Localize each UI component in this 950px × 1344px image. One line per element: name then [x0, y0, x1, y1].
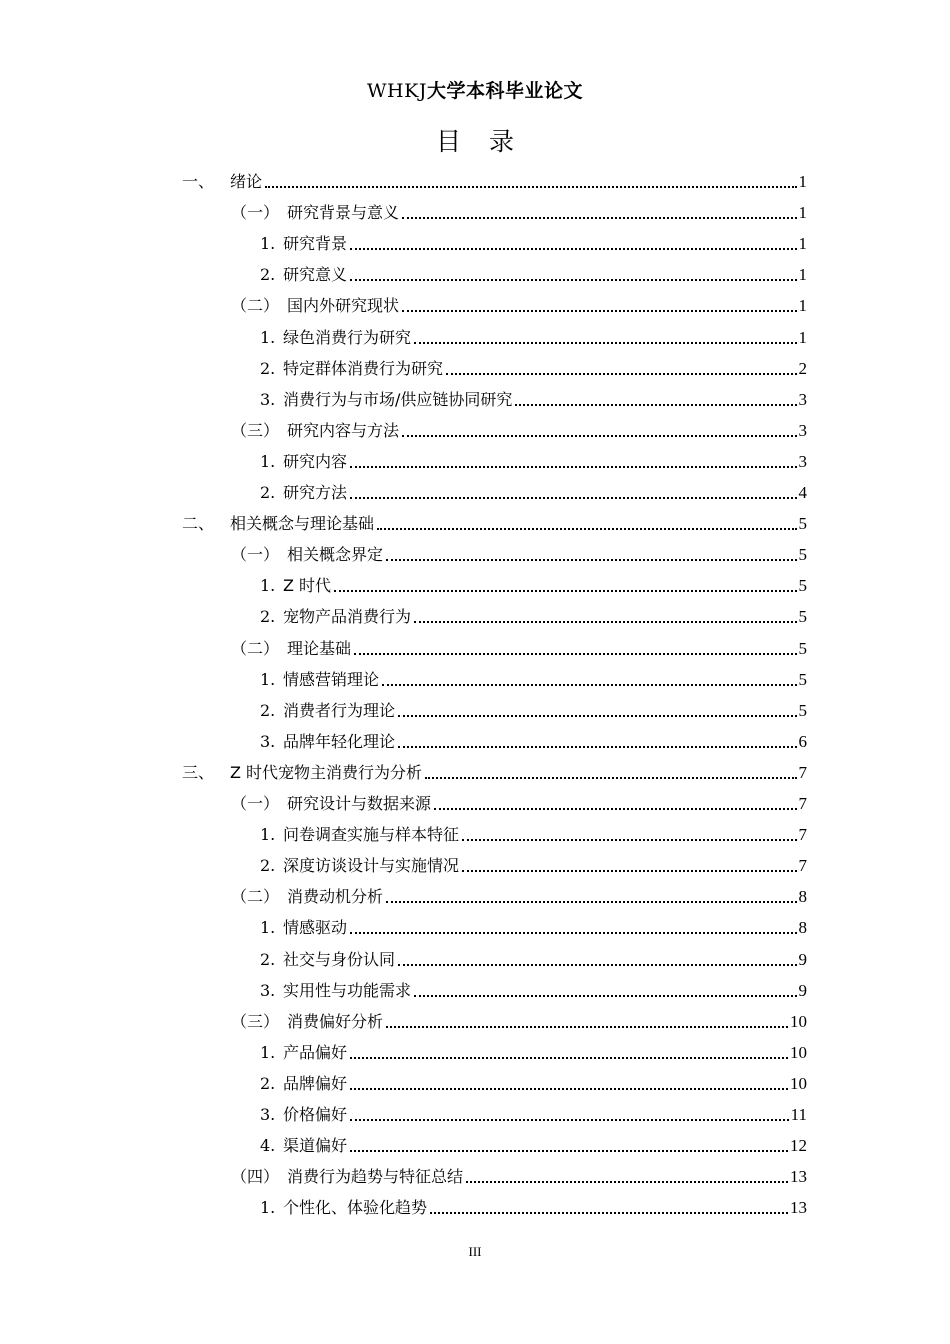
toc-leader-dots [446, 373, 796, 375]
toc-entry-title: 消费偏好分析 [287, 1011, 384, 1031]
toc-leader-dots [386, 901, 796, 903]
toc-entry-number: 1. [260, 234, 276, 254]
toc-entry-number: 2. [260, 1073, 276, 1093]
toc-entry-page: 10 [790, 1011, 807, 1031]
toc-entry-number: 2. [260, 483, 276, 502]
toc-entry[interactable] [260, 446, 807, 472]
toc-entry[interactable] [260, 975, 807, 1001]
toc-leader-dots [354, 653, 796, 655]
toc-entry[interactable] [260, 1099, 807, 1125]
toc-entry-number: 三、 [182, 762, 215, 782]
toc-entry-page: 7 [798, 825, 807, 845]
toc-entry-title: 理论基础 [287, 638, 352, 658]
toc-entry[interactable] [260, 259, 807, 285]
toc-entry-page: 5 [798, 638, 807, 658]
toc-entry-number: 2. [260, 358, 276, 378]
toc-entry-page: 2 [798, 358, 807, 378]
toc-entry-page: 5 [798, 576, 807, 596]
toc-entry-title: 渠道偏好 [283, 1136, 348, 1156]
toc-leader-dots [398, 964, 796, 966]
toc-leader-dots [334, 590, 796, 592]
toc-entry-number: （一） [231, 545, 280, 565]
toc-entry-page: 5 [798, 700, 807, 720]
toc-leader-dots [350, 932, 796, 934]
toc-entry-title: 问卷调查实施与样本特征 [283, 825, 460, 845]
toc-entry-number: 2. [260, 700, 276, 720]
toc-leader-dots [402, 217, 796, 219]
toc-leader-dots [350, 1150, 788, 1152]
toc-entry-title: Z 时代宠物主消费行为分析 [230, 762, 423, 782]
toc-entry-number: 3. [260, 980, 276, 1000]
toc-entry[interactable] [260, 1192, 807, 1218]
toc-entry[interactable] [260, 477, 807, 503]
toc-entry-page: 3 [798, 420, 807, 440]
toc-leader-dots [430, 1212, 788, 1214]
toc-leader-dots [350, 1119, 789, 1121]
toc-entry-number: （二） [231, 887, 280, 907]
toc-leader-dots [350, 1088, 788, 1090]
toc-entry-page: 13 [790, 1198, 807, 1218]
page-number: III [468, 1244, 482, 1259]
toc-entry-page: 10 [790, 1042, 807, 1062]
toc-entry[interactable] [182, 757, 807, 783]
toc-entry-page: 9 [798, 980, 807, 1000]
toc-entry-page: 8 [798, 918, 807, 938]
toc-entry-title: 消费行为趋势与特征总结 [287, 1167, 464, 1187]
toc-leader-dots [350, 248, 796, 250]
toc-entry-number: （一） [231, 203, 280, 223]
toc-leader-dots [350, 466, 796, 468]
toc-entry-title: 研究方法 [283, 483, 348, 502]
toc-entry-number: 1. [260, 669, 276, 689]
toc-entry[interactable] [231, 539, 807, 565]
toc-entry-page: 7 [798, 762, 807, 782]
toc-leader-dots [398, 746, 796, 748]
toc-entry-page: 1 [798, 327, 807, 347]
toc-entry-page: 5 [798, 607, 807, 627]
toc-entry-page: 11 [790, 1105, 807, 1124]
toc-entry-number: 1. [260, 1042, 276, 1062]
toc-entry[interactable] [260, 695, 807, 721]
toc-entry-title: 宠物产品消费行为 [283, 607, 412, 627]
toc-entry-title: 消费者行为理论 [283, 700, 396, 720]
toc-entry-page: 3 [798, 451, 807, 471]
toc-entry[interactable] [260, 322, 807, 348]
toc-entry-title: 情感驱动 [283, 918, 348, 938]
toc-entry[interactable] [231, 1161, 807, 1187]
toc-entry[interactable] [182, 508, 807, 534]
toc-entry-title: 个性化、体验化趋势 [283, 1198, 428, 1218]
toc-entry[interactable] [231, 1006, 807, 1032]
toc-leader-dots [515, 404, 796, 406]
toc-entry-page: 12 [790, 1136, 807, 1156]
toc-leader-dots [350, 1057, 788, 1059]
toc-leader-dots [402, 310, 796, 312]
toc-leader-dots [466, 1181, 788, 1183]
toc-entry-page: 5 [798, 669, 807, 689]
toc-entry-title: 研究内容与方法 [287, 420, 400, 440]
toc-entry-title: 研究设计与数据来源 [287, 794, 432, 813]
header-university: 大学本科毕业论文 [426, 80, 583, 102]
toc-entry-page: 10 [790, 1073, 807, 1093]
toc-entry[interactable] [260, 664, 807, 690]
toc-entry-title: 国内外研究现状 [287, 296, 400, 316]
toc-entry-number: 1. [260, 825, 276, 845]
toc-entry[interactable] [260, 1130, 807, 1156]
toc-entry-page: 5 [798, 514, 807, 534]
toc-leader-dots [414, 342, 796, 344]
toc-entry-number: 1. [260, 327, 276, 347]
toc-entry-page: 7 [798, 794, 807, 813]
toc-leader-dots [462, 870, 796, 872]
toc-entry-number: 3. [260, 389, 276, 409]
toc-entry[interactable] [260, 384, 807, 410]
toc-entry-number: 1. [260, 918, 276, 938]
toc-entry[interactable] [231, 788, 807, 814]
toc-entry-title: 品牌偏好 [283, 1073, 348, 1093]
toc-leader-dots [386, 559, 796, 561]
toc-entry-number: 一、 [182, 172, 215, 191]
toc-entry-number: 3. [260, 731, 276, 751]
toc-entry-title: Z 时代 [283, 576, 332, 596]
toc-entry-number: （三） [231, 1011, 280, 1031]
toc-entry-title: 研究背景与意义 [287, 203, 400, 223]
toc-entry-page: 1 [798, 203, 807, 223]
toc-entry[interactable] [260, 850, 807, 876]
page-header [0, 76, 950, 103]
toc-entry[interactable] [231, 881, 807, 907]
toc-entry-number: （一） [231, 794, 280, 813]
toc-entry-title: 绿色消费行为研究 [283, 327, 412, 347]
toc-entry-number: （二） [231, 638, 280, 658]
toc-entry-page: 1 [798, 234, 807, 254]
toc-entry-page: 1 [798, 265, 807, 285]
toc-leader-dots [425, 777, 796, 779]
toc-leader-dots [265, 186, 796, 188]
toc-entry[interactable] [260, 1068, 807, 1094]
toc-entry-number: 1. [260, 1198, 276, 1218]
toc-entry[interactable] [260, 912, 807, 938]
toc-entry-page: 9 [798, 949, 807, 969]
header-prefix: WHKJ [367, 80, 427, 102]
toc-entry-title: 品牌年轻化理论 [283, 731, 396, 751]
toc-entry-number: （三） [231, 420, 280, 440]
toc-entry-number: 2. [260, 265, 276, 285]
toc-leader-dots [462, 839, 796, 841]
toc-entry[interactable] [260, 353, 807, 379]
toc-entry[interactable] [260, 944, 807, 970]
toc-entry-title: 消费动机分析 [287, 887, 384, 907]
toc-entry-number: 2. [260, 607, 276, 627]
toc-entry[interactable] [231, 633, 807, 659]
toc-entry[interactable] [260, 1037, 807, 1063]
toc-entry-number: （四） [231, 1167, 280, 1187]
toc-entry-number: 二、 [182, 514, 215, 534]
toc-entry-title: 情感营销理论 [283, 669, 380, 689]
toc-entry[interactable] [260, 601, 807, 627]
toc-entry-title: 研究背景 [283, 234, 348, 254]
toc-entry[interactable] [231, 415, 807, 441]
toc-entry[interactable] [182, 166, 807, 192]
toc-entry-title: 深度访谈设计与实施情况 [283, 856, 460, 876]
toc-entry-title: 特定群体消费行为研究 [283, 358, 444, 378]
toc-entry[interactable] [260, 726, 807, 752]
toc-leader-dots [402, 435, 796, 437]
toc-entry-page: 1 [798, 296, 807, 316]
toc-entry-page: 1 [798, 172, 807, 191]
toc-entry-title: 社交与身份认同 [283, 949, 396, 969]
toc-entry-page: 13 [790, 1167, 807, 1187]
toc-entry[interactable] [231, 197, 807, 223]
toc-entry-page: 5 [798, 545, 807, 565]
toc-entry-title: 产品偏好 [283, 1042, 348, 1062]
toc-entry-number: 2. [260, 949, 276, 969]
toc-entry-page: 3 [798, 389, 807, 409]
toc-entry-number: （二） [231, 296, 280, 316]
toc-leader-dots [377, 528, 796, 530]
toc-entry-title: 价格偏好 [283, 1105, 348, 1124]
toc-entry-number: 1. [260, 451, 276, 471]
toc-entry-page: 4 [798, 483, 807, 502]
toc-leader-dots [350, 497, 796, 499]
toc-entry-title: 绪论 [230, 172, 263, 191]
toc-entry[interactable] [231, 290, 807, 316]
toc-entry-number: 2. [260, 856, 276, 876]
toc-leader-dots [398, 715, 796, 717]
toc-leader-dots [414, 621, 796, 623]
toc-entry-title: 研究意义 [283, 265, 348, 285]
toc-entry-title: 实用性与功能需求 [283, 980, 412, 1000]
toc-entry-page: 6 [798, 731, 807, 751]
page-title: 目录 [435, 127, 542, 156]
toc-entry-page: 8 [798, 887, 807, 907]
toc-entry[interactable] [260, 819, 807, 845]
toc-entry-title: 相关概念界定 [287, 545, 384, 565]
toc-entry-title: 研究内容 [283, 451, 348, 471]
toc-entry-title: 相关概念与理论基础 [230, 514, 375, 534]
toc-entry[interactable] [260, 228, 807, 254]
toc-entry-number: 4. [260, 1136, 276, 1156]
toc-leader-dots [386, 1026, 788, 1028]
toc-entry[interactable] [260, 570, 807, 596]
toc-entry-page: 7 [798, 856, 807, 876]
toc-leader-dots [434, 808, 796, 810]
toc-leader-dots [350, 279, 796, 281]
toc-entry-title: 消费行为与市场/供应链协同研究 [283, 389, 513, 409]
toc-leader-dots [414, 995, 796, 997]
toc-entry-number: 3. [260, 1105, 276, 1124]
toc-leader-dots [382, 684, 796, 686]
toc-entry-number: 1. [260, 576, 276, 596]
